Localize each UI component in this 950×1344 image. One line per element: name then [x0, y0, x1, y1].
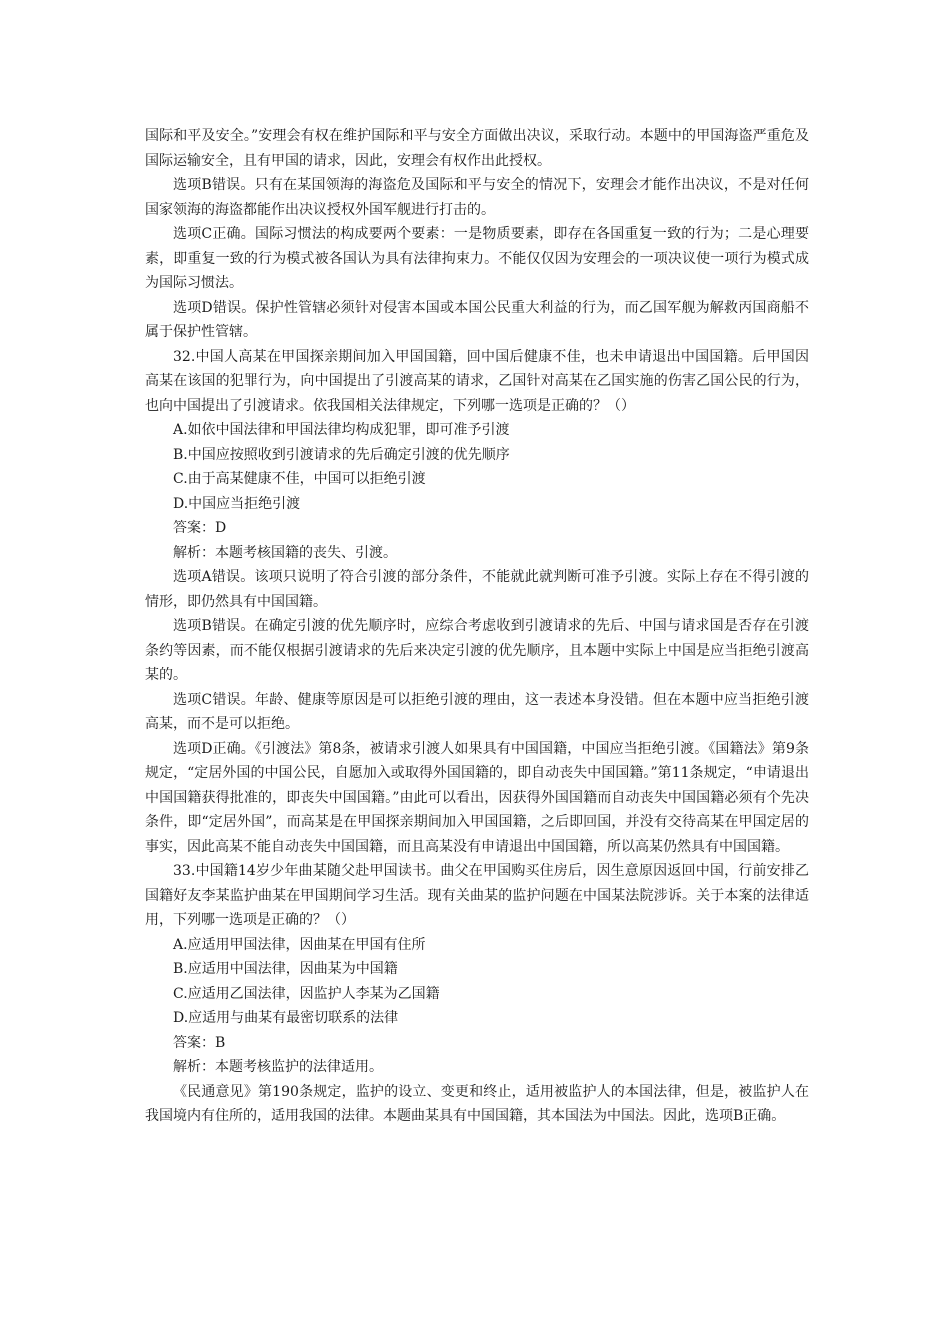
option-a: A.应适用甲国法律，因曲某在甲国有住所: [173, 936, 426, 953]
paragraph: 选项D正确。《引渡法》第8条，被请求引渡人如果具有中国国籍，中国应当拒绝引渡。《国籍法》第9条规定，“定居外国的中国公民，自愿加入或取得外国国籍的，即自动丧失中国国籍。”第11条规定，“申请退出中国国籍获得批准的，即丧失中国国籍。”由此可以看出，因获得外国国籍而自动丧失中国国籍必须有个先决条件，即“定居外国”，而高某是在甲国探亲期间加入甲国国籍，之后即回国，并没有交待高某在甲国定居的事实，因此高某不能自动丧失中国国籍，而且高某没有申请退出中国国籍，所以高某仍然具有中国国籍。: [145, 740, 809, 855]
answer: 答案：D: [173, 520, 227, 536]
paragraph: 国际和平及安全。”安理会有权在维护国际和平与安全方面做出决议，采取行动。本题中的甲国海盗严重危及国际运输安全，且有甲国的请求，因此，安理会有权作出此授权。: [145, 128, 809, 169]
paragraph: 选项B错误。在确定引渡的优先顺序时，应综合考虑收到引渡请求的先后、中国与请求国是否存在引渡条约等因素，而不能仅根据引渡请求的先后来决定引渡的优先顺序，且本题中实际上中国是应当拒绝引渡高某的。: [145, 618, 809, 683]
analysis: 解析：本题考核监护的法律适用。: [173, 1059, 383, 1075]
analysis: 解析：本题考核国籍的丧失、引渡。: [173, 544, 397, 561]
option-c: C.应适用乙国法律，因监护人李某为乙国籍: [173, 985, 440, 1002]
paragraph: 选项A错误。该项只说明了符合引渡的部分条件，不能就此就判断可准予引渡。实际上存在不得引渡的情形，即仍然具有中国国籍。: [145, 569, 809, 610]
question-32: 32.中国人高某在甲国探亲期间加入甲国国籍，回中国后健康不佳，也未申请退出中国国籍。后甲国因高某在该国的犯罪行为，向中国提出了引渡高某的请求，乙国针对高某在乙国实施的伤害乙国公民的行为，也向中国提出了引渡请求。依我国相关法律规定，下列哪一选项是正确的？（）: [145, 348, 809, 414]
option-b: B.应适用中国法律，因曲某为中国籍: [173, 961, 398, 977]
answer: 答案：B: [173, 1034, 226, 1051]
option-a: A.如依中国法律和甲国法律均构成犯罪，即可准予引渡: [173, 422, 510, 438]
option-d: D.应适用与曲某有最密切联系的法律: [173, 1010, 399, 1026]
paragraph: 选项C正确。国际习惯法的构成要两个要素：一是物质要素，即存在各国重复一致的行为；二是心理要素，即重复一致的行为模式被各国认为具有法律拘束力。不能仅仅因为安理会的一项决议使一项行为模式成为国际习惯法。: [145, 226, 809, 291]
paragraph: 选项C错误。年龄、健康等原因是可以拒绝引渡的理由，这一表述本身没错。但在本题中应当拒绝引渡高某，而不是可以拒绝。: [145, 691, 809, 732]
option-d: D.中国应当拒绝引渡: [173, 495, 301, 512]
question-33: 33.中国籍14岁少年曲某随父赴甲国读书。曲父在甲国购买住房后，因生意原因返回中国，行前安排乙国籍好友李某监护曲某在甲国期间学习生活。现有关曲某的监护问题在中国某法院涉诉。关于本案的法律适用，下列哪一选项是正确的？（）: [145, 863, 809, 928]
document-body: [145, 124, 809, 1129]
paragraph: 《民通意见》第190条规定，监护的设立、变更和终止，适用被监护人的本国法律，但是，被监护人在我国境内有住所的，适用我国的法律。本题曲某具有中国国籍，其本国法为中国法。因此，选项B正确。: [145, 1083, 809, 1124]
paragraph: 选项D错误。保护性管辖必须针对侵害本国或本国公民重大利益的行为，而乙国军舰为解救丙国商船不属于保护性管辖。: [145, 299, 809, 340]
option-b: B.中国应按照收到引渡请求的先后确定引渡的优先顺序: [173, 446, 510, 463]
paragraph: 选项B错误。只有在某国领海的海盗危及国际和平与安全的情况下，安理会才能作出决议，不是对任何国家领海的海盗都能作出决议授权外国军舰进行打击的。: [145, 177, 809, 218]
option-c: C.由于高某健康不佳，中国可以拒绝引渡: [173, 471, 426, 487]
